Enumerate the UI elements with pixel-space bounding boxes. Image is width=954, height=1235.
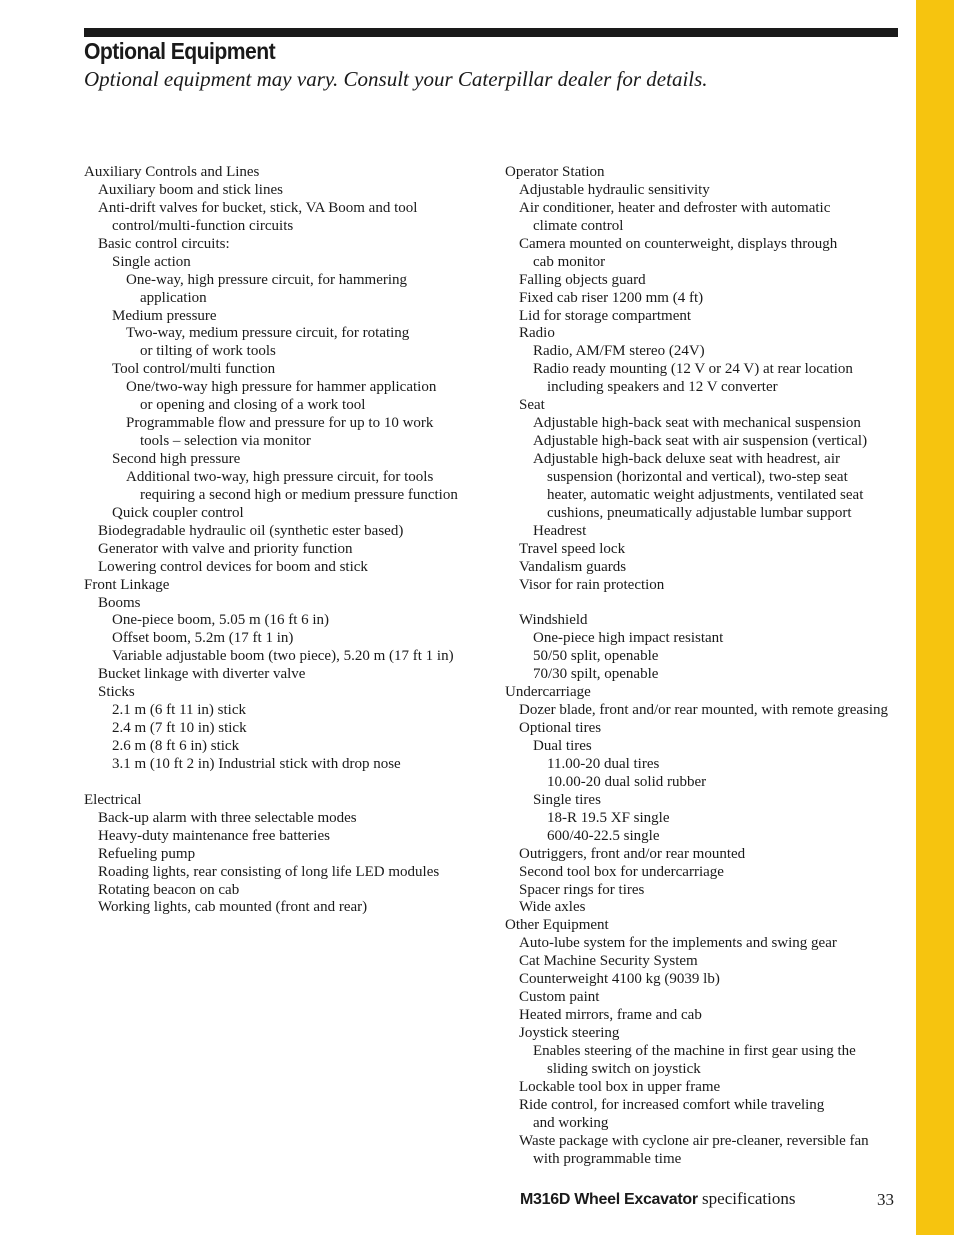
list-item: Custom paint <box>519 989 600 1006</box>
spacer <box>505 595 905 613</box>
section-heading: Undercarriage <box>505 684 591 701</box>
list-item: Camera mounted on counterweight, displays through <box>519 235 838 252</box>
section-heading: Electrical <box>84 791 142 808</box>
page-subtitle: Optional equipment may vary. Consult your Caterpillar dealer for details. <box>84 67 708 91</box>
list-item: 3.1 m (10 ft 2 in) Industrial stick with drop nose <box>112 755 401 772</box>
list-item: 10.00-20 dual solid rubber <box>547 773 707 790</box>
list-item: Booms <box>98 594 141 611</box>
section-heading: Operator Station <box>505 164 605 180</box>
list-item: Second tool box for undercarriage <box>519 863 724 880</box>
list-item: Roading lights, rear consisting of long life LED modules <box>98 863 440 880</box>
footer-product-line <box>520 1189 796 1209</box>
list-item: Heated mirrors, frame and cab <box>519 1007 702 1024</box>
list-item: Wide axles <box>519 899 586 916</box>
list-item: Two-way, medium pressure circuit, for rotating <box>126 325 410 342</box>
list-item: Windshield <box>519 612 588 629</box>
page-title: Optional Equipment <box>84 38 276 64</box>
list-item: One-piece boom, 5.05 m (16 ft 6 in) <box>112 612 330 629</box>
list-item: Programmable flow and pressure for up to 10 work <box>126 415 434 432</box>
list-item: Falling objects guard <box>519 271 646 288</box>
list-item: Auto-lube system for the implements and swing gear <box>519 935 837 952</box>
list-item: Vandalism guards <box>519 558 627 575</box>
list-item: Single action <box>112 253 191 270</box>
list-item: Counterweight 4100 kg (9039 lb) <box>519 971 720 988</box>
list-item: Anti-drift valves for bucket, stick, VA Boom and tool <box>98 199 418 216</box>
list-item: One-piece high impact resistant <box>533 630 724 647</box>
list-item: Headrest <box>533 522 587 539</box>
section-heading: Auxiliary Controls and Lines <box>84 164 260 180</box>
list-item: Generator with valve and priority function <box>98 540 353 557</box>
list-item: Sticks <box>98 684 135 701</box>
list-item: or opening and closing of a work tool <box>140 397 366 414</box>
list-item: control/multi-function circuits <box>112 217 294 234</box>
list-item: cushions, pneumatically adjustable lumbar support <box>547 504 852 521</box>
header-rule <box>84 28 898 37</box>
list-item: Offset boom, 5.2m (17 ft 1 in) <box>112 630 294 647</box>
list-item: Lockable tool box in upper frame <box>519 1078 721 1095</box>
list-item: cab monitor <box>533 253 606 270</box>
product-name: M316D Wheel Excavator <box>520 1191 698 1208</box>
list-item: Heavy-duty maintenance free batteries <box>98 827 330 844</box>
list-item: Rotating beacon on cab <box>98 881 240 898</box>
list-item: 18-R 19.5 XF single <box>547 809 670 826</box>
list-item: Quick coupler control <box>112 504 244 521</box>
list-item: Air conditioner, heater and defroster with automatic <box>519 199 831 216</box>
list-item: Adjustable high-back seat with air suspension (vertical) <box>533 433 868 450</box>
list-item: Adjustable hydraulic sensitivity <box>519 181 710 198</box>
list-item: Refueling pump <box>98 845 196 862</box>
list-item: including speakers and 12 V converter <box>547 379 778 396</box>
spacer <box>84 774 484 792</box>
list-item: Fixed cab riser 1200 mm (4 ft) <box>519 289 704 306</box>
list-item: 50/50 split, openable <box>533 648 659 665</box>
list-item: Adjustable high-back seat with mechanical suspension <box>533 415 861 432</box>
list-item: Waste package with cyclone air pre-cleaner, reversible fan <box>519 1132 869 1149</box>
list-item: and working <box>533 1114 609 1131</box>
list-item: or tilting of work tools <box>140 343 276 360</box>
list-item: Dual tires <box>533 738 592 754</box>
list-item: 11.00-20 dual tires <box>547 755 660 772</box>
list-item: Visor for rain protection <box>519 576 665 593</box>
list-item: Spacer rings for tires <box>519 881 645 898</box>
section-heading: Front Linkage <box>84 576 170 593</box>
section-heading: Other Equipment <box>505 917 609 934</box>
list-item: Working lights, cab mounted (front and rear) <box>98 899 368 916</box>
list-item: tools – selection via monitor <box>140 433 311 450</box>
list-item: 600/40-22.5 single <box>547 827 660 844</box>
list-item: with programmable time <box>533 1150 682 1167</box>
left-column <box>84 164 484 917</box>
list-item: Second high pressure <box>112 451 241 467</box>
list-item: 2.1 m (6 ft 11 in) stick <box>112 702 247 719</box>
list-item: Outriggers, front and/or rear mounted <box>519 845 746 862</box>
list-item: Variable adjustable boom (two piece), 5.20 m (17 ft 1 in) <box>112 648 454 665</box>
list-item: suspension (horizontal and vertical), two-step seat <box>547 468 848 485</box>
list-item: sliding switch on joystick <box>547 1060 701 1077</box>
list-item: Radio ready mounting (12 V or 24 V) at rear location <box>533 361 853 378</box>
list-item: 2.6 m (8 ft 6 in) stick <box>112 738 240 754</box>
list-item: Bucket linkage with diverter valve <box>98 666 306 683</box>
list-item: Optional tires <box>519 720 602 737</box>
list-item: Medium pressure <box>112 307 217 324</box>
list-item: Basic control circuits: <box>98 235 230 252</box>
list-item: Auxiliary boom and stick lines <box>98 181 283 198</box>
list-item: Seat <box>519 397 545 414</box>
list-item: Additional two-way, high pressure circuit, for tools <box>126 468 434 485</box>
list-item: Cat Machine Security System <box>519 953 698 970</box>
accent-band <box>916 0 954 1235</box>
footer-suffix: specifications <box>697 1189 796 1208</box>
list-item: Dozer blade, front and/or rear mounted, with remote greasing <box>519 702 889 719</box>
list-item: Enables steering of the machine in first gear using the <box>533 1042 856 1059</box>
list-item: Radio, AM/FM stereo (24V) <box>533 343 705 360</box>
list-item: climate control <box>533 217 624 234</box>
list-item: Adjustable high-back deluxe seat with headrest, air <box>533 451 840 467</box>
right-column <box>505 164 905 1169</box>
list-item: Radio <box>519 325 555 342</box>
list-item: 70/30 spilt, openable <box>533 666 659 683</box>
list-item: Lowering control devices for boom and stick <box>98 558 368 575</box>
page-number: 33 <box>877 1190 894 1209</box>
list-item: Biodegradable hydraulic oil (synthetic ester based) <box>98 522 404 539</box>
list-item: Single tires <box>533 791 601 808</box>
list-item: Travel speed lock <box>519 540 626 557</box>
list-item: Joystick steering <box>519 1025 620 1041</box>
list-item: One-way, high pressure circuit, for hammering <box>126 271 408 288</box>
list-item: 2.4 m (7 ft 10 in) stick <box>112 720 247 737</box>
list-item: requiring a second high or medium pressure function <box>140 486 458 503</box>
list-item: Ride control, for increased comfort while traveling <box>519 1096 825 1113</box>
list-item: Tool control/multi function <box>112 361 276 378</box>
list-item: Back-up alarm with three selectable modes <box>98 809 357 826</box>
list-item: heater, automatic weight adjustments, ventilated seat <box>547 486 864 503</box>
list-item: Lid for storage compartment <box>519 307 692 324</box>
list-item: application <box>140 289 207 306</box>
list-item: One/two-way high pressure for hammer application <box>126 379 437 396</box>
